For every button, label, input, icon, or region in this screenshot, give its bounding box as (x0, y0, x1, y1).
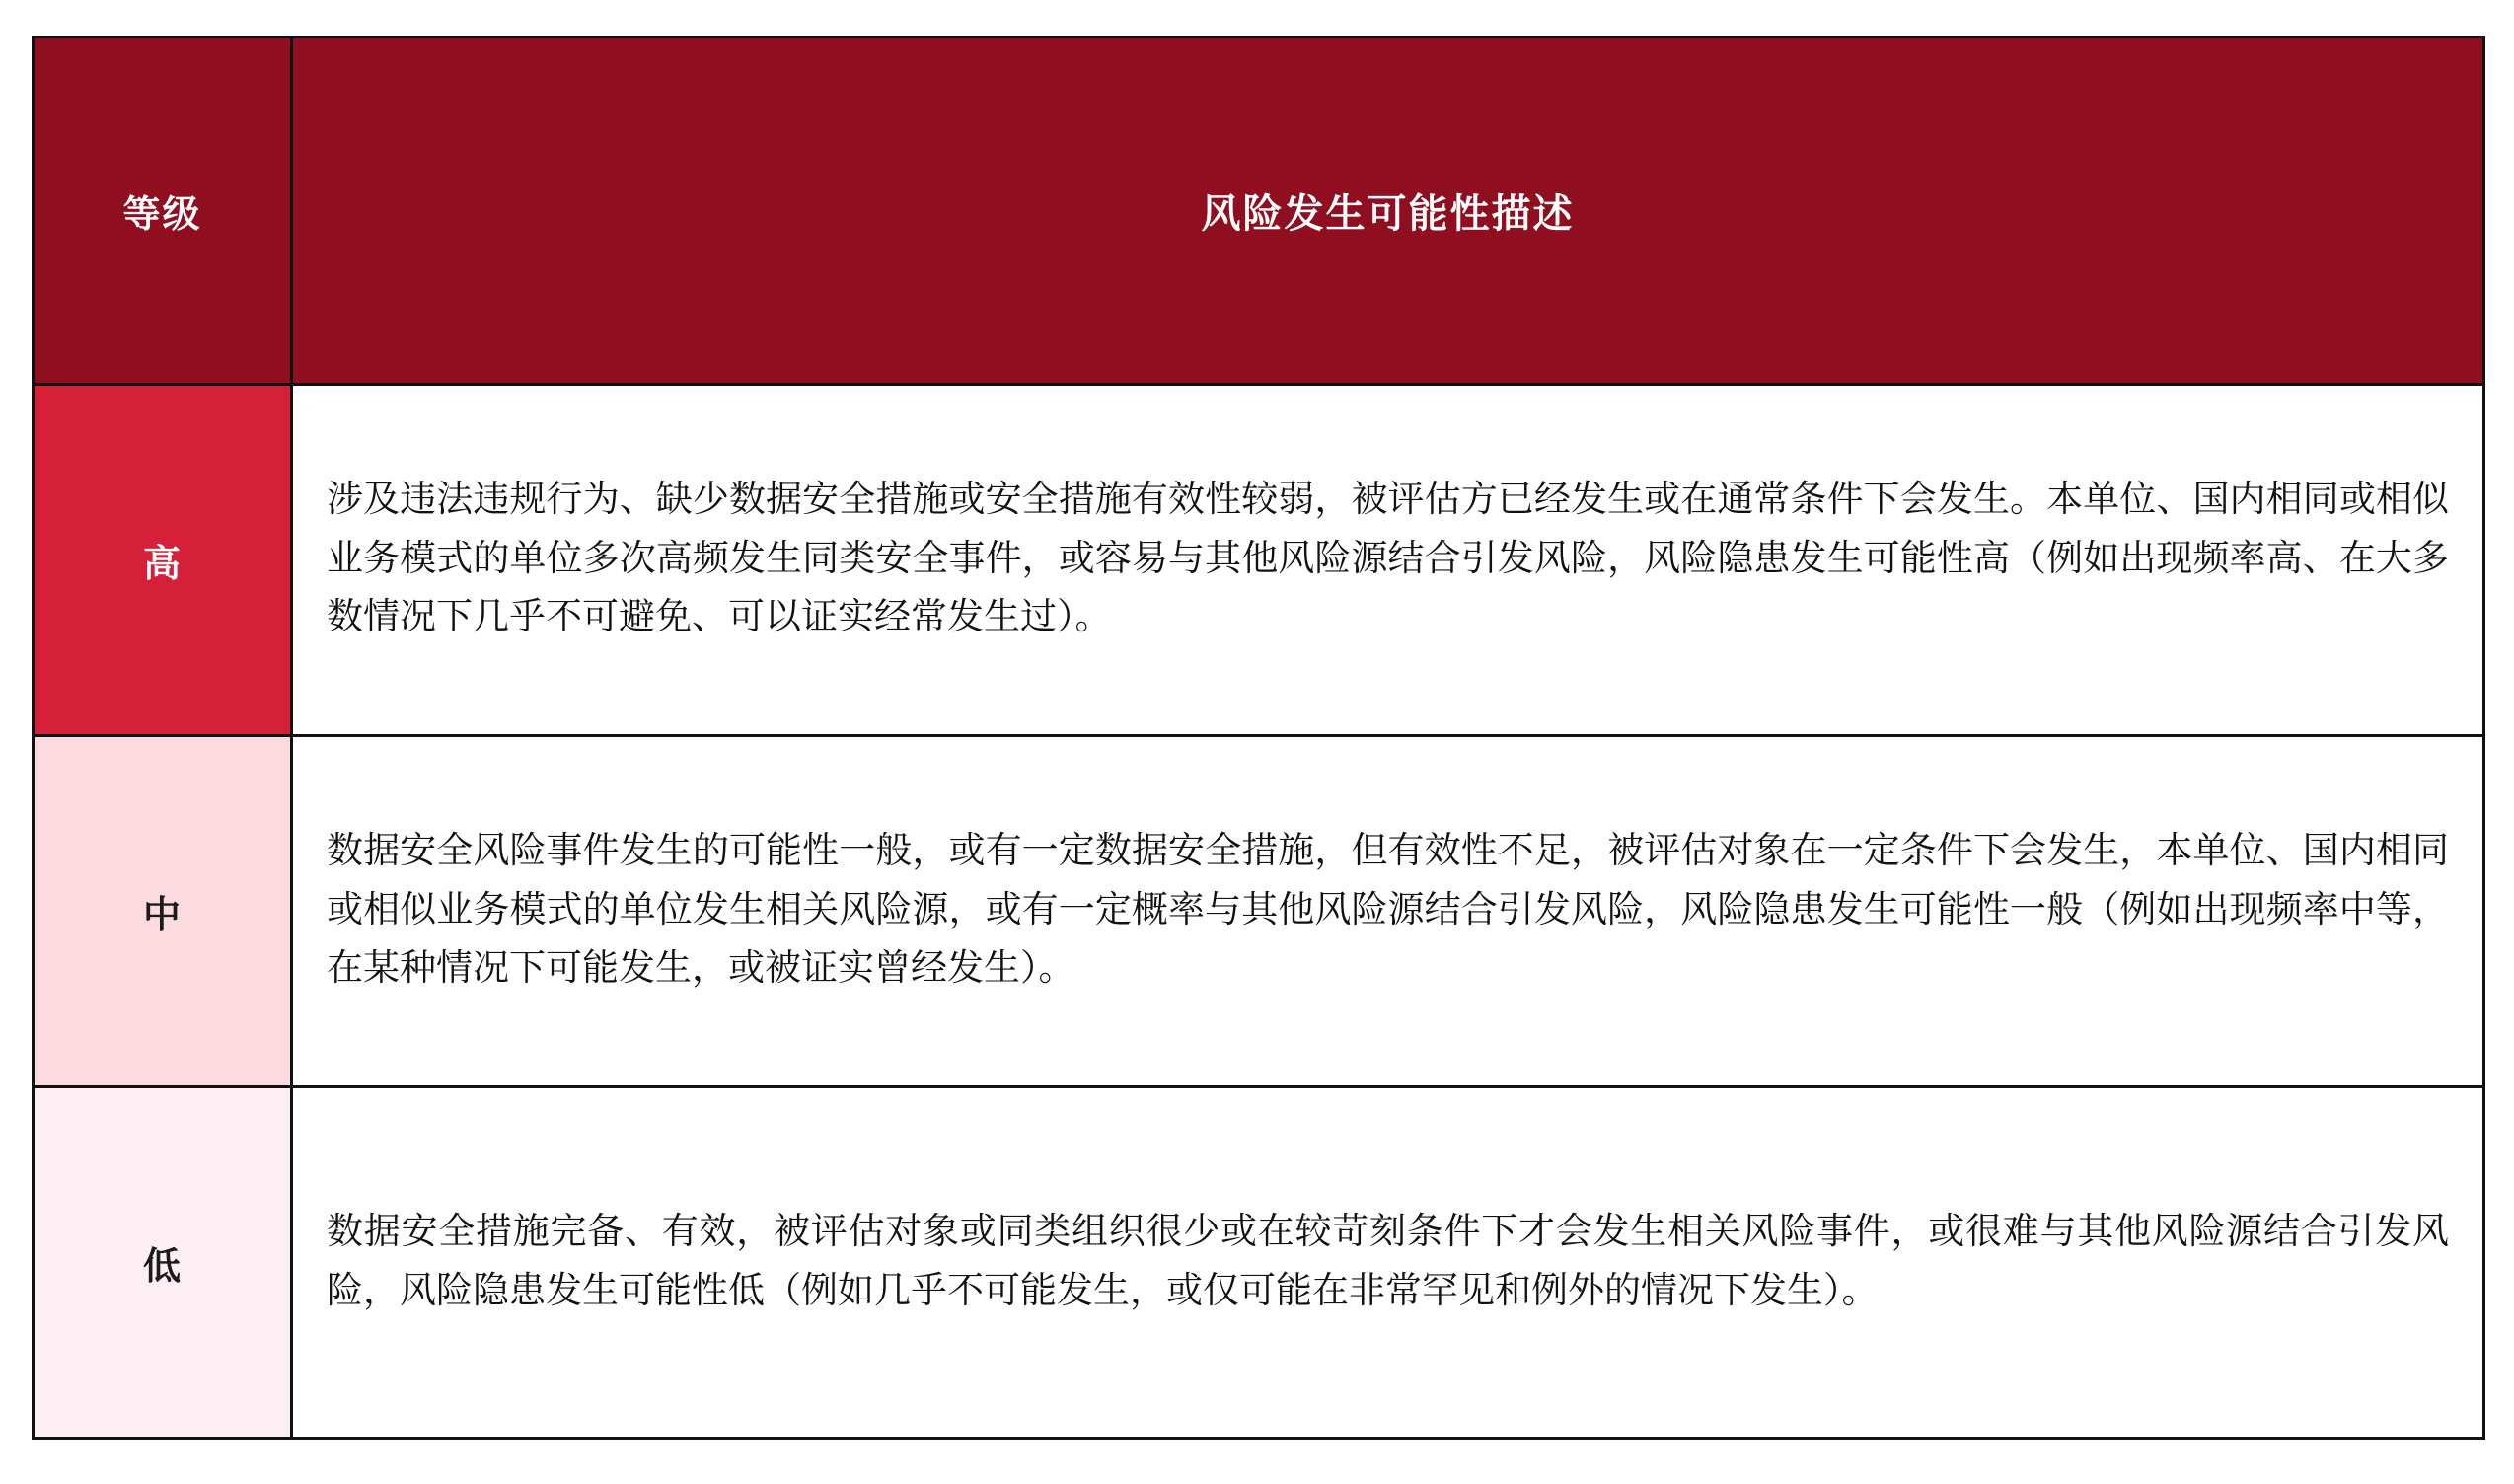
description-text-high: 涉及违法违规行为、缺少数据安全措施或安全措施有效性较弱，被评估方已经发生或在通常条件下会发生。本单位、国内相同或相似业务模式的单位多次高频发生同类安全事件，或容易与其他风险源结合引发风险，风险隐患发生可能性高（例如出现频率高、在大多数情况下几乎不可避免、可以证实经常发生过）。 (327, 478, 2449, 637)
risk-likelihood-table-container (32, 36, 2482, 1440)
risk-likelihood-table (32, 36, 2485, 1440)
cell-level-medium: 中 (34, 736, 292, 1087)
table-body (34, 385, 2484, 1439)
table-row (34, 1087, 2484, 1439)
table-row (34, 736, 2484, 1087)
table-row (34, 385, 2484, 736)
column-header-level: 等级 (34, 37, 292, 385)
cell-description-high (292, 385, 2484, 736)
cell-level-high: 高 (34, 385, 292, 736)
cell-level-low: 低 (34, 1087, 292, 1439)
cell-description-medium (292, 736, 2484, 1087)
description-text-low: 数据安全措施完备、有效，被评估对象或同类组织很少或在较苛刻条件下才会发生相关风险事件，或很难与其他风险源结合引发风险，风险隐患发生可能性低（例如几乎不可能发生，或仅可能在非常罕见和例外的情况下发生）。 (327, 1210, 2449, 1310)
description-text-medium: 数据安全风险事件发生的可能性一般，或有一定数据安全措施，但有效性不足，被评估对象在一定条件下会发生，本单位、国内相同或相似业务模式的单位发生相关风险源，或有一定概率与其他风险源结合引发风险，风险隐患发生可能性一般（例如出现频率中等，在某种情况下可能发生，或被证实曾经发生）。 (327, 829, 2449, 989)
table-header (34, 37, 2484, 385)
column-header-description: 风险发生可能性描述 (292, 37, 2484, 385)
table-header-row (34, 37, 2484, 385)
cell-description-low (292, 1087, 2484, 1439)
